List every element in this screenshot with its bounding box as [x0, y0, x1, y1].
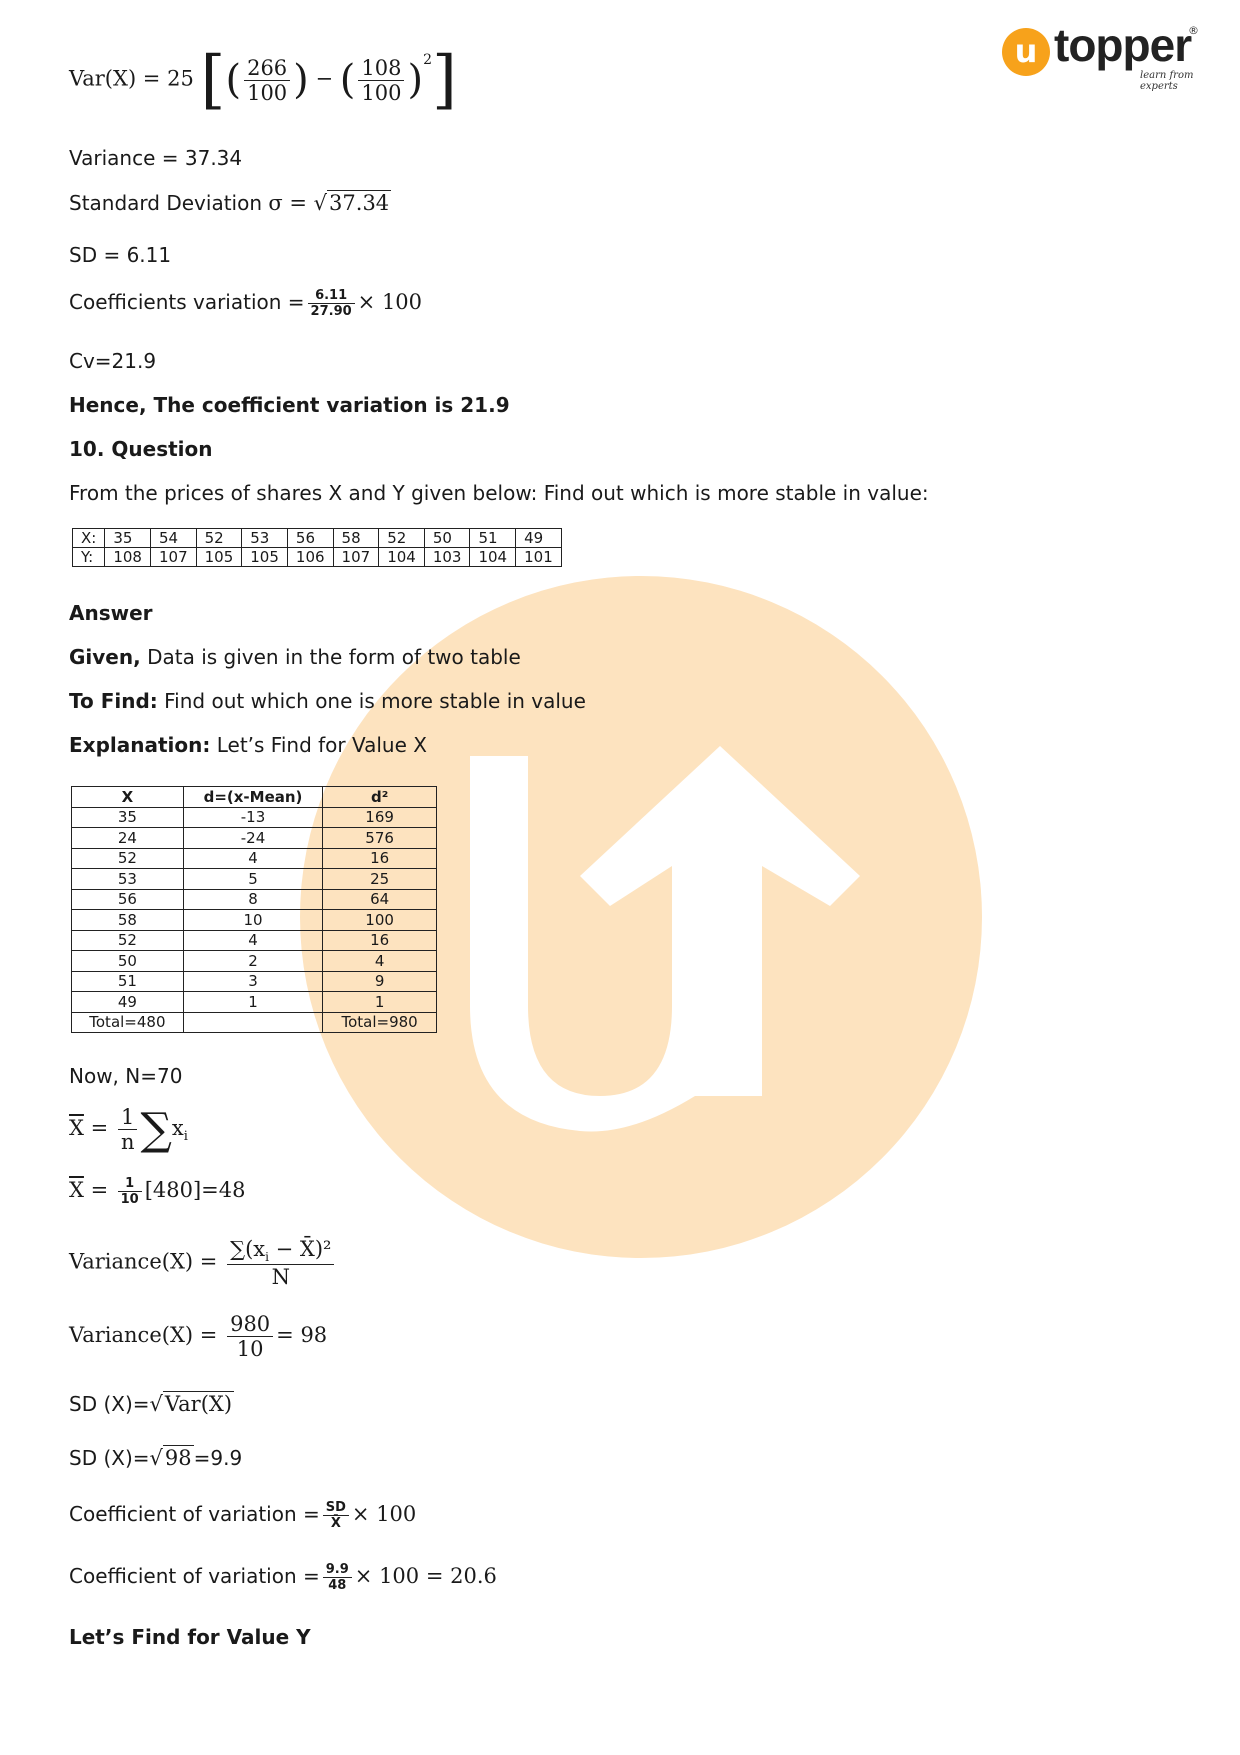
topper-logo[interactable] [1002, 19, 1204, 92]
answer-heading: Answer [69, 601, 153, 625]
var-formula: Var(X) = 25 [( $\frac{266}{100}$ ) − ( $\frac{108}{100}$ )$^2$] [69, 43, 457, 117]
table-cell: 5 [183, 869, 322, 890]
table-cell: 4 [323, 951, 437, 972]
table-cell: 58 [333, 529, 379, 548]
logo-tagline: learn from experts [1140, 70, 1194, 92]
variance-formula: Variance(X) = $\frac{\sum(x_i - X̄)^2}{N}$ [69, 1237, 337, 1289]
table-cell: 56 [72, 889, 184, 910]
table-cell: 24 [72, 828, 184, 849]
table-cell: 52 [379, 529, 425, 548]
table-cell: 4 [183, 930, 322, 951]
table-row [72, 828, 437, 849]
table-cell: d=(x-Mean) [183, 787, 322, 808]
table-cell: 25 [323, 869, 437, 890]
logo-mark-icon: u [1002, 28, 1050, 76]
variance-line: Variance = 37.34 [69, 146, 243, 170]
cv-value: Cv=21.9 [69, 349, 157, 373]
table-cell: 101 [516, 548, 562, 567]
sd-line: Standard Deviation σ = √37.34 [69, 191, 390, 215]
table-cell: 104 [379, 548, 425, 567]
logo-registered: ® [1188, 24, 1199, 37]
table-cell: 53 [242, 529, 288, 548]
hence-statement: Hence, The coefficient variation is 21.9 [69, 393, 510, 417]
table-cell: 50 [72, 951, 184, 972]
table-cell: 8 [183, 889, 322, 910]
table-cell: 107 [333, 548, 379, 567]
table-cell: 35 [72, 807, 184, 828]
table-cell: 54 [150, 529, 196, 548]
table-cell: d² [323, 787, 437, 808]
table-row [72, 889, 437, 910]
table-row [72, 807, 437, 828]
table-cell: 58 [72, 910, 184, 931]
table-cell: 3 [183, 971, 322, 992]
variance-value: Variance(X) = $\frac{980}{10}$ = 98 [69, 1312, 328, 1361]
table-cell: 1 [183, 992, 322, 1013]
n-line: Now, N=70 [69, 1064, 183, 1088]
table-cell: 16 [323, 848, 437, 869]
logo-text: topper [1054, 19, 1192, 71]
mean-formula: $\overline{X}$ = $\frac{1}{n}$ $\sum x_i$ [69, 1104, 188, 1155]
y-row [73, 548, 562, 567]
table-cell: 52 [72, 930, 184, 951]
table-cell: 1 [323, 992, 437, 1013]
mean-value: $\overline{X}$ = $\frac{1}{10}$ [480]=48 [69, 1176, 246, 1207]
table-cell: 107 [150, 548, 196, 567]
table-cell: 50 [424, 529, 470, 548]
table-cell: 51 [72, 971, 184, 992]
xy-price-table [72, 528, 562, 567]
total-x: Total=480 [72, 1012, 184, 1033]
to-find-line: To Find: Find out which one is more stable in value [69, 689, 586, 713]
table-cell: 105 [196, 548, 242, 567]
x-row [73, 529, 562, 548]
sd-value: SD = 6.11 [69, 243, 172, 267]
table-cell: 49 [72, 992, 184, 1013]
table-header-row [72, 787, 437, 808]
table-cell: X [72, 787, 184, 808]
table-total-row [72, 1012, 437, 1033]
table-cell [183, 1012, 322, 1033]
table-cell: 108 [105, 548, 151, 567]
table-cell: -24 [183, 828, 322, 849]
table-cell: -13 [183, 807, 322, 828]
sd-x-formula: SD (X)=√Var(X) [69, 1392, 233, 1416]
total-d2: Total=980 [323, 1012, 437, 1033]
table-cell: 16 [323, 930, 437, 951]
table-row [72, 930, 437, 951]
explanation-line: Explanation: Let’s Find for Value X [69, 733, 427, 757]
sd-x-value: SD (X)=√98 =9.9 [69, 1446, 243, 1470]
table-row [72, 910, 437, 931]
table-cell: 35 [105, 529, 151, 548]
y-row-label: Y: [73, 548, 105, 567]
cov-value: Coefficient of variation = $\frac{9.9}{48}$ × 100 = 20.6 [69, 1562, 497, 1593]
table-cell: 64 [323, 889, 437, 910]
table-row [72, 971, 437, 992]
given-line: Given, Data is given in the form of two table [69, 645, 521, 669]
x-row-label: X: [73, 529, 105, 548]
table-cell: 49 [516, 529, 562, 548]
table-cell: 2 [183, 951, 322, 972]
table-cell: 104 [470, 548, 516, 567]
table-cell: 576 [323, 828, 437, 849]
table-cell: 9 [323, 971, 437, 992]
table-cell: 51 [470, 529, 516, 548]
value-y-heading: Let’s Find for Value Y [69, 1625, 311, 1649]
table-cell: 53 [72, 869, 184, 890]
table-cell: 4 [183, 848, 322, 869]
table-cell: 10 [183, 910, 322, 931]
cv-formula: Coefficients variation = $\frac{6.11}{27.90}$ × 100 [69, 288, 423, 319]
table-row [72, 848, 437, 869]
table-cell: 169 [323, 807, 437, 828]
table-row [72, 951, 437, 972]
table-cell: 106 [287, 548, 333, 567]
question-title: 10. Question [69, 437, 213, 461]
table-cell: 105 [242, 548, 288, 567]
x-deviation-table [71, 786, 437, 1033]
table-row [72, 992, 437, 1013]
question-text: From the prices of shares X and Y given below: Find out which is more stable in value: [69, 481, 929, 505]
table-cell: 52 [196, 529, 242, 548]
table-cell: 103 [424, 548, 470, 567]
table-cell: 56 [287, 529, 333, 548]
table-cell: 52 [72, 848, 184, 869]
table-cell: 100 [323, 910, 437, 931]
cov-formula: Coefficient of variation = $\frac{SD}{X̄}$ × 100 [69, 1500, 417, 1531]
table-row [72, 869, 437, 890]
